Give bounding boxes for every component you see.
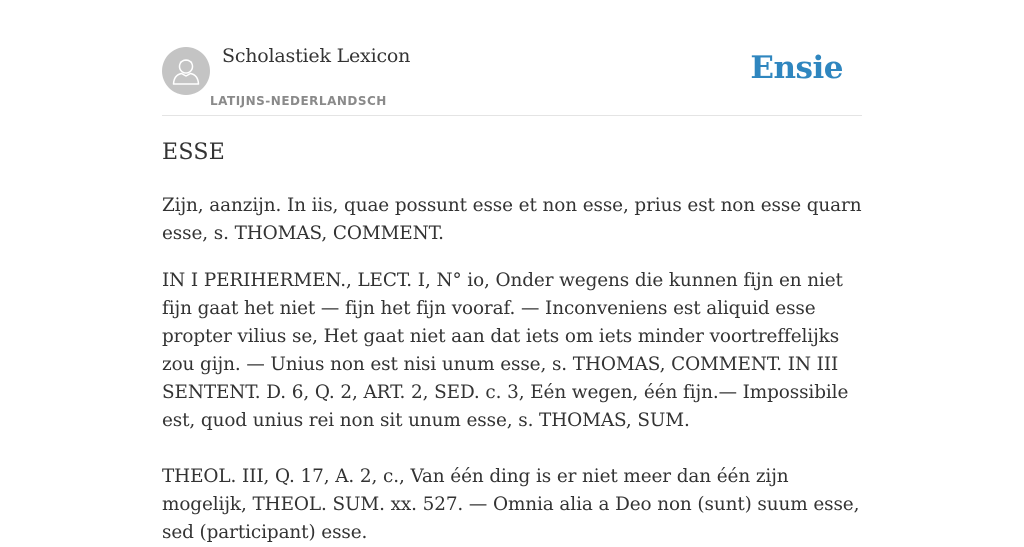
lexicon-subtitle: LATIJNS-NEDERLANDSCH: [210, 94, 387, 108]
entry-paragraph: THEOL. III, Q. 17, A. 2, c., Van één ding is er niet meer dan één zijn mogelijk, THEOL. SUM. xx. 527. — Omnia alia a Deo non (sunt) suum esse, sed (participant) esse.: [162, 466, 860, 543]
lexicon-header: [162, 0, 862, 116]
lexicon-title[interactable]: Scholastiek Lexicon: [222, 45, 411, 67]
entry-paragraph: Zijn, aanzijn. In iis, quae possunt esse et non esse, prius est non esse quarn esse, s. THOMAS, COMMENT.: [162, 195, 862, 244]
entry-paragraph: IN I PERIHERMEN., LECT. I, N° io, Onder wegens die kunnen fijn en niet fijn gaat het niet — fijn het fijn vooraf. — Inconveniens est aliquid esse propter vilius se, Het gaat niet aan dat iets om iets minder voortreffelijks zou gijn. — Unius non est nisi unum esse, s. THOMAS, COMMENT. IN III SENTENT. D. 6, Q. 2, ART. 2, SED. c. 3, Eén wegen, één fijn.— Impossibile est, quod unius rei non sit unum esse, s. THOMAS, SUM.: [162, 270, 849, 431]
user-icon: [162, 47, 210, 95]
brand-logo[interactable]: Ensie: [750, 50, 843, 86]
entry-container: [162, 0, 862, 543]
avatar[interactable]: [162, 47, 210, 95]
entry-title: ESSE: [162, 140, 226, 165]
